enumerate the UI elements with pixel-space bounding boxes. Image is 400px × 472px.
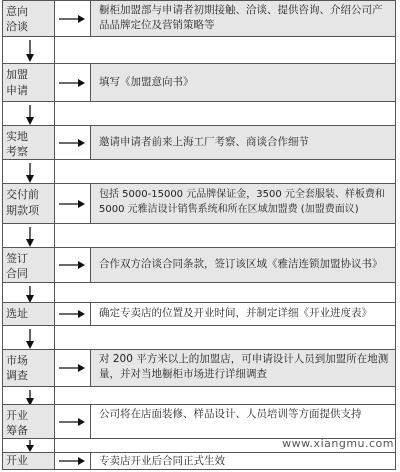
watermark: www.xiangmu.com	[282, 437, 394, 450]
step-row-3	[2, 125, 396, 159]
step-description: 专卖店开业后合同正式生效	[99, 455, 225, 467]
step-description: 确定专卖店的位置及开业时间，并制定详细《开业进度表》	[99, 307, 372, 319]
arrow-right-icon	[59, 456, 85, 466]
step-label: 选址	[3, 303, 55, 325]
arrow-down-icon	[25, 40, 35, 62]
arrow-down-icon	[25, 286, 35, 303]
connector-row	[2, 386, 396, 404]
step-label: 实地 考察	[3, 126, 55, 159]
arrow-right-icon	[59, 260, 85, 270]
step-label: 市场 调查	[3, 350, 55, 386]
step-row-6	[2, 302, 396, 325]
step-label: 签订 合同	[3, 248, 55, 282]
step-label: 意向 洽谈	[3, 1, 55, 36]
step-row-2	[2, 63, 396, 101]
step-label: 开业	[3, 453, 55, 469]
connector-row	[2, 282, 396, 302]
arrow-down-icon	[25, 163, 35, 183]
arrow-right-icon	[59, 309, 85, 319]
arrow-down-icon	[25, 329, 35, 349]
step-label: 开业 筹备	[3, 405, 55, 438]
arrow-right-icon	[59, 78, 85, 88]
step-description: 对 200 平方米以上的加盟店，可申请设计人员到加盟所在地测量，并对当地橱柜市场进行详细调查	[91, 350, 395, 386]
arrow-right-icon	[59, 138, 85, 148]
step-description: 橱柜加盟部与申请者初期接触、洽谈、提供咨询、介绍公司产品品牌定位及营销策略等	[91, 1, 395, 36]
connector-row	[2, 223, 396, 247]
step-row-7	[2, 349, 396, 386]
arrow-down-icon	[25, 440, 35, 452]
step-label: 加盟 申请	[3, 64, 55, 101]
step-row-8	[2, 404, 396, 438]
arrow-right-icon	[59, 417, 85, 427]
connector-row	[2, 101, 396, 125]
step-description: 包括 5000-15000 元品牌保证金，3500 元全套服装、样板费和 5000 元雅洁设计销售系统和所在区域加盟费 (加盟费面议)	[91, 184, 395, 223]
step-description: 填写《加盟意向书》	[91, 64, 395, 101]
connector-row	[2, 159, 396, 183]
step-row-1	[2, 0, 396, 36]
arrow-right-icon	[59, 363, 85, 373]
connector-row	[2, 325, 396, 349]
connector-row	[2, 36, 396, 63]
arrow-right-icon	[59, 199, 85, 209]
step-row-5	[2, 247, 396, 282]
step-row-4	[2, 183, 396, 223]
step-description: 合作双方洽谈合同条款，签订该区域《雅洁连锁加盟协议书》	[91, 248, 395, 282]
arrow-down-icon	[25, 227, 35, 247]
process-table	[2, 0, 398, 470]
arrow-down-icon	[25, 105, 35, 125]
step-description: 公司将在店面装修、样品设计、人员培训等方面提供支持	[99, 408, 362, 420]
step-description: 邀请申请者前来上海工厂考察、商谈合作细节	[91, 126, 395, 159]
step-row-9	[2, 452, 396, 470]
step-label: 交付前 期款项	[3, 184, 55, 223]
arrow-right-icon	[59, 14, 85, 24]
